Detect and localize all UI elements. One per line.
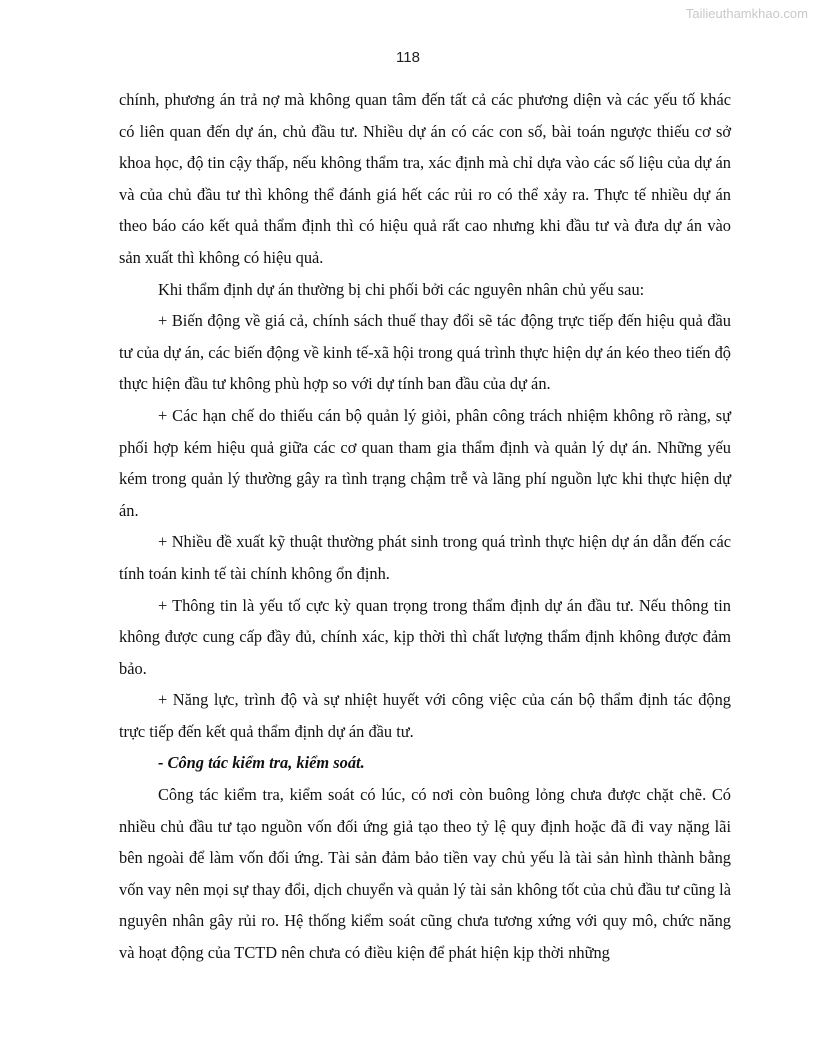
paragraph-cause-information: + Thông tin là yếu tố cực kỳ quan trọng trong thẩm định dự án đầu tư. Nếu thông tin không được cung cấp đầy đủ, chính xác, kịp thời thì chất lượng thẩm định không được đảm bảo. <box>119 595 731 678</box>
watermark: Tailieuthamkhao.com <box>685 6 808 21</box>
paragraph-continuation: chính, phương án trả nợ mà không quan tâm đến tất cả các phương diện và các yếu tố khác có liên quan đến dự án, chủ đầu tư. Nhiều dự án có các con số, bài toán ngược thiếu cơ sở khoa học, độ tin cậy thấp, nếu không thẩm tra, xác định mà chỉ dựa vào các số liệu của dự án và của chủ đầu tư thì không thể đánh giá hết các rủi ro có thể xảy ra. Thực tế nhiều dự án theo báo cáo kết quả thẩm định thì có hiệu quả rất cao nhưng khi đầu tư và đưa dự án vào sản xuất thì không có hiệu quả. <box>119 90 731 267</box>
section-heading: - Công tác kiểm tra, kiểm soát. <box>158 753 365 773</box>
document-body <box>119 84 731 969</box>
paragraph-cause-technical: + Nhiều đề xuất kỹ thuật thường phát sinh trong quá trình thực hiện dự án dẫn đến các tính toán kinh tế tài chính không ổn định. <box>119 532 731 583</box>
paragraph-cause-management: + Các hạn chế do thiếu cán bộ quản lý giỏi, phân công trách nhiệm không rõ ràng, sự phối hợp kém hiệu quả giữa các cơ quan tham gia thẩm định và quản lý dự án. Những yếu kém trong quản lý thường gây ra tình trạng chậm trễ và lãng phí nguồn lực khi thực hiện dự án. <box>119 405 731 520</box>
paragraph-cause-price-fluctuation: + Biến động về giá cả, chính sách thuế thay đổi sẽ tác động trực tiếp đến hiệu quả đầu tư của dự án, các biến động về kinh tế-xã hội trong quá trình thực hiện dự án kéo theo tiến độ thực hiện đầu tư không phù hợp so với dự tính ban đầu của dự án. <box>119 311 731 394</box>
page-number: 118 <box>396 49 420 66</box>
paragraph-inspection-control: Công tác kiểm tra, kiểm soát có lúc, có nơi còn buông lỏng chưa được chặt chẽ. Có nhiều chủ đầu tư tạo nguồn vốn đối ứng giả tạo theo tỷ lệ quy định hoặc đã đi vay nặng lãi bên ngoài để làm vốn đối ứng. Tài sản đảm bảo tiền vay chủ yếu là tài sản hình thành bằng vốn vay nên mọi sự thay đổi, dịch chuyển và quản lý tài sản không tốt của chủ đầu tư cũng là nguyên nhân gây rủi ro. Hệ thống kiểm soát cũng chưa tương xứng với quy mô, chức năng và hoạt động của TCTD nên chưa có điều kiện để phát hiện kịp thời những <box>119 785 731 963</box>
paragraph-intro-causes: Khi thẩm định dự án thường bị chi phối bởi các nguyên nhân chủ yếu sau: <box>158 279 645 299</box>
paragraph-cause-capacity: + Năng lực, trình độ và sự nhiệt huyết với công việc của cán bộ thẩm định tác động trực tiếp đến kết quả thẩm định dự án đầu tư. <box>119 690 731 741</box>
